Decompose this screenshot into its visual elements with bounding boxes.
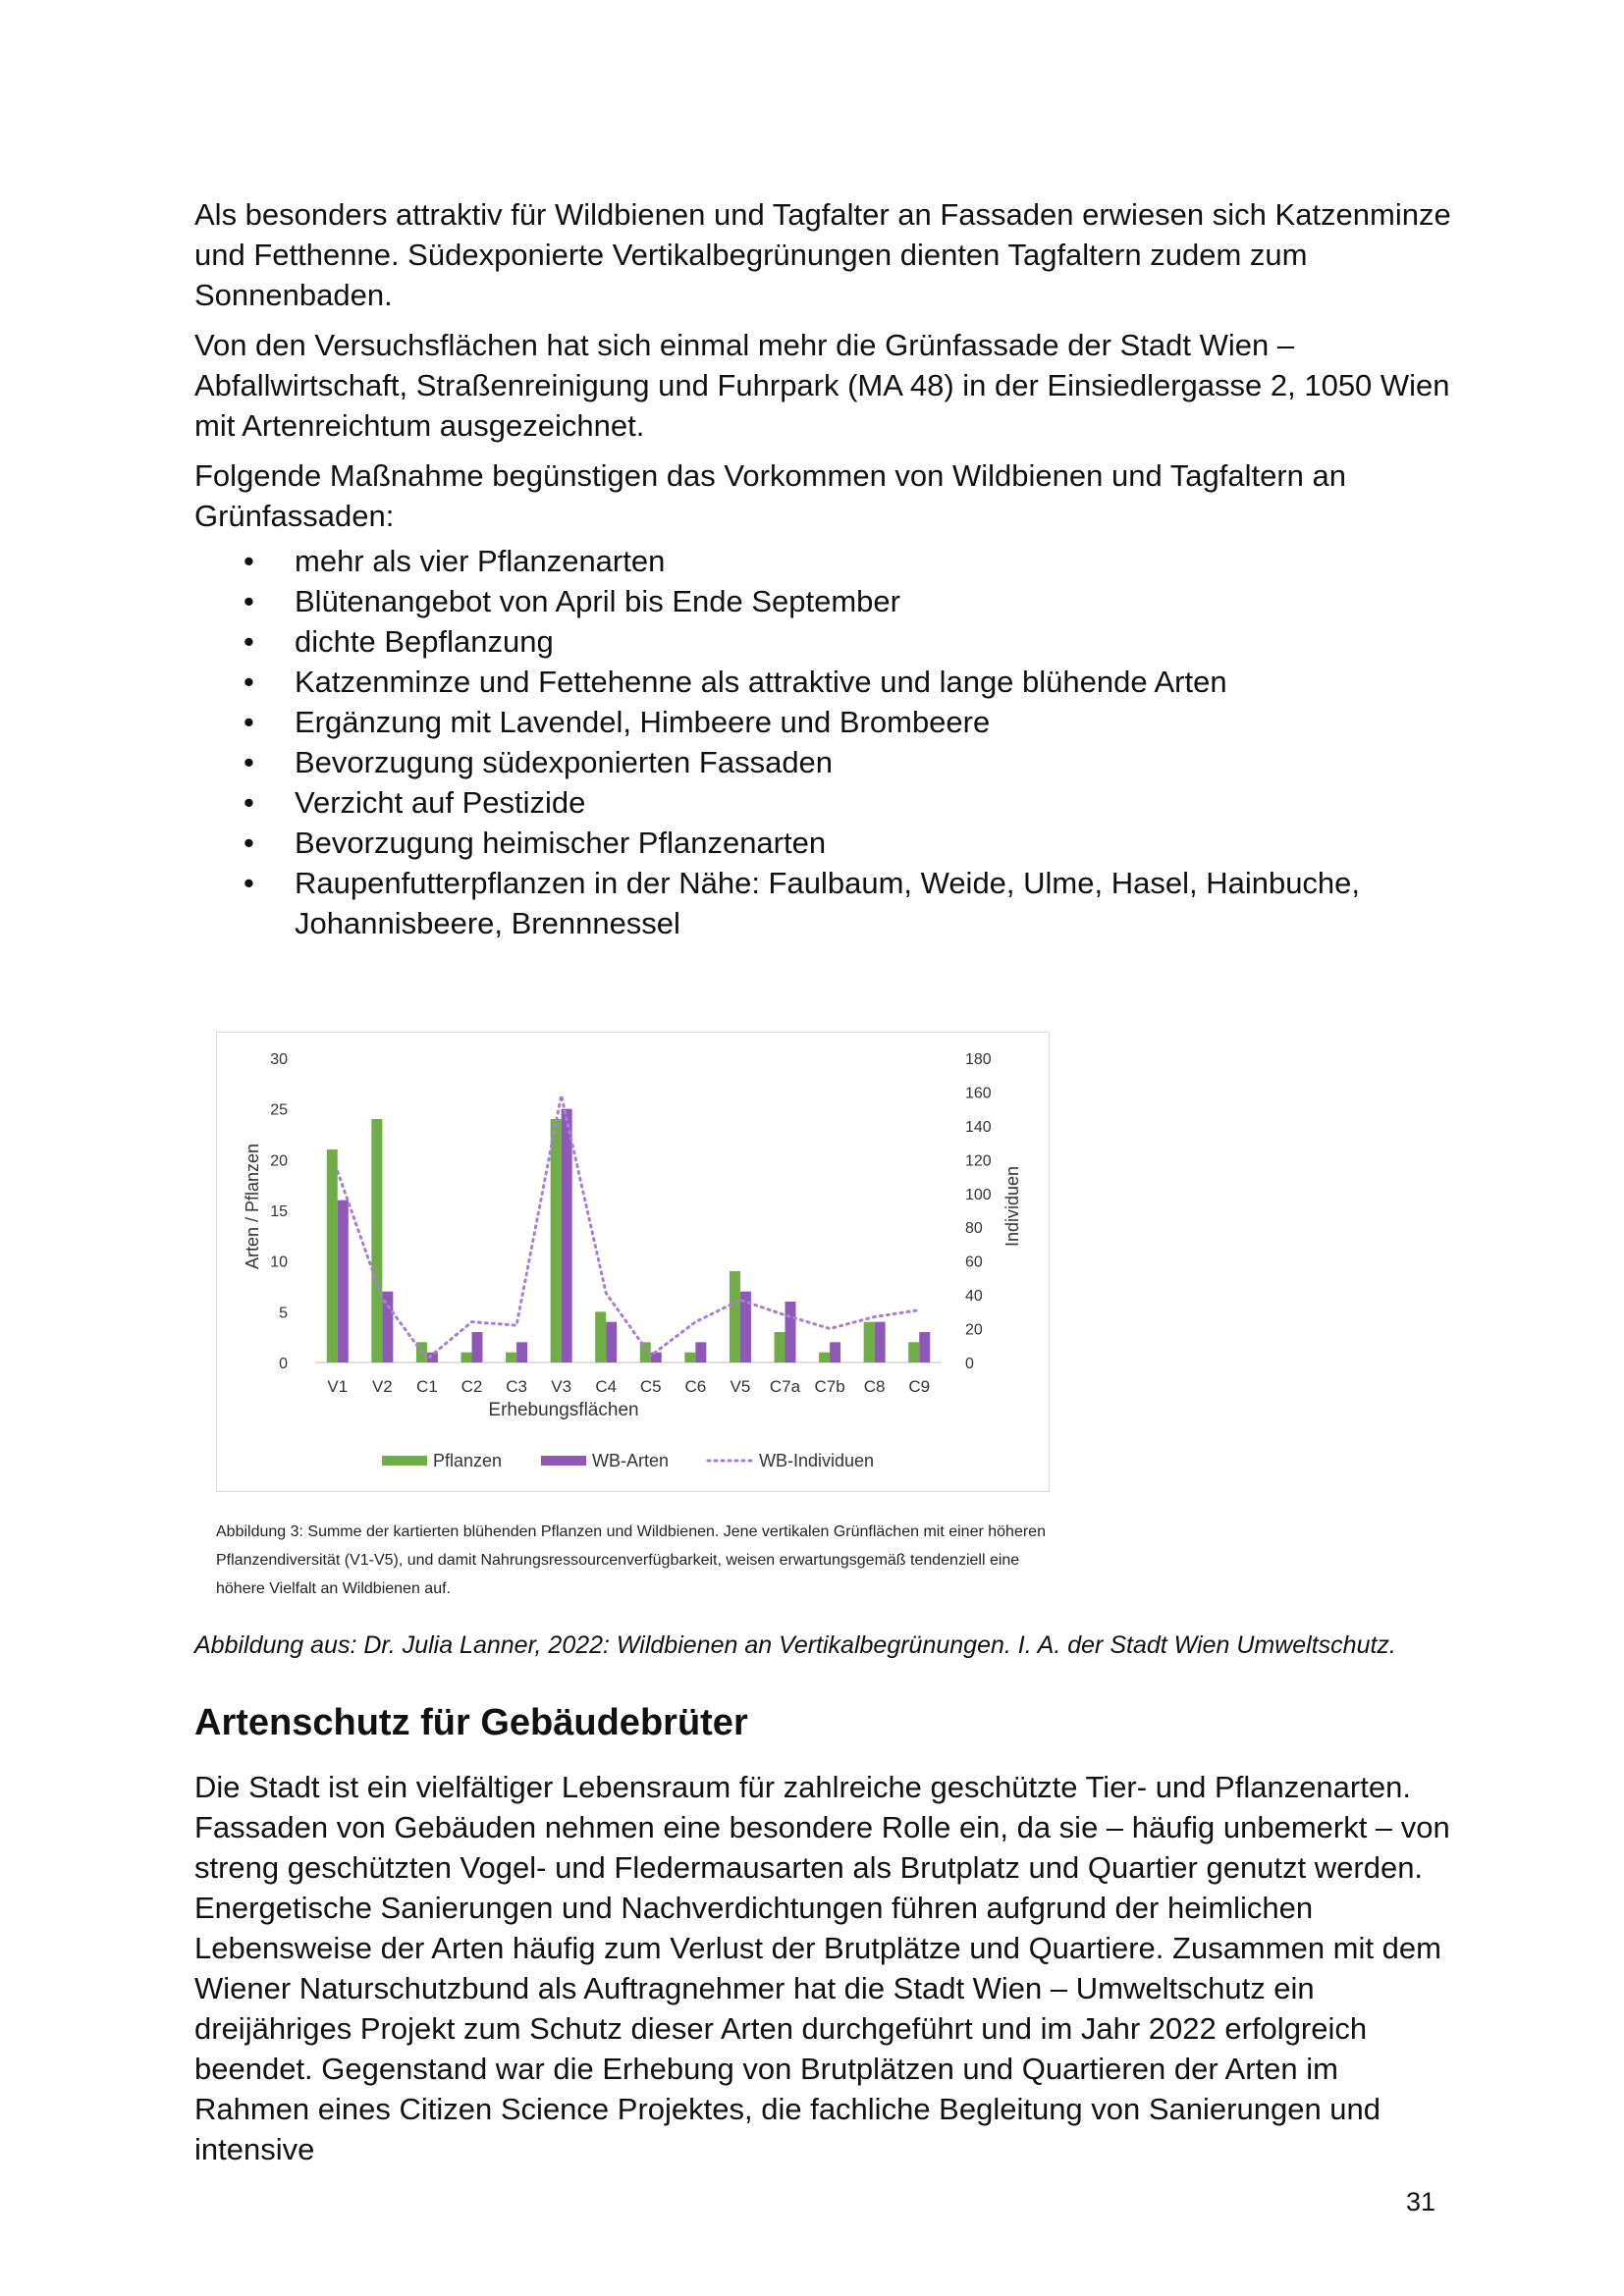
- section-heading: Artenschutz für Gebäudebrüter: [194, 1702, 748, 1743]
- main-content: [194, 194, 1451, 943]
- list-item: • Ergänzung mit Lavendel, Himbeere und Brombeere: [194, 702, 1451, 742]
- bar-wb-arten: [606, 1322, 617, 1362]
- y2-tick-label: 140: [965, 1118, 992, 1136]
- y2-tick-label: 120: [965, 1152, 992, 1170]
- bullet-icon: •: [244, 624, 254, 659]
- series-line-wb-individuen: [338, 1095, 919, 1360]
- x-tick-label: C8: [863, 1377, 886, 1396]
- bar-wb-arten: [919, 1332, 930, 1362]
- x-tick-label: C6: [684, 1377, 707, 1396]
- list-item: • dichte Bepflanzung: [194, 621, 1451, 662]
- figure-caption: Abbildung 3: Summe der kartierten blühenden Pflanzen und Wildbienen. Jene vertikalen Grünflächen mit einer höheren Pflanzendiversität (V1-V5), und damit Nahrungsressourcenverfügbarkeit, weisen erwartungsgemäß tendenziell eine höhere Vielfalt an Wildbienen auf.: [216, 1523, 1046, 1597]
- x-axis-label: Erhebungsflächen: [488, 1400, 639, 1420]
- y-tick-label: 25: [270, 1101, 288, 1119]
- bar-pflanzen: [595, 1311, 606, 1362]
- list-item: • Raupenfutterpflanzen in der Nähe: Faulbaum, Weide, Ulme, Hasel, Hainbuche, Johannisbeere, Brennnessel: [194, 863, 1451, 943]
- x-tick-label: C7b: [814, 1377, 845, 1396]
- bar-pflanzen: [327, 1149, 338, 1362]
- bar-chart: [217, 1033, 1049, 1491]
- bar-wb-arten: [875, 1322, 886, 1362]
- y-tick-label: 5: [279, 1305, 288, 1322]
- y2-tick-label: 60: [965, 1254, 983, 1271]
- list-item: • Verzicht auf Pestizide: [194, 782, 1451, 823]
- x-tick-label: C2: [460, 1377, 483, 1396]
- section-body: Die Stadt ist ein vielfältiger Lebensraum für zahlreiche geschützte Tier- und Pflanzenarten. Fassaden von Gebäuden nehmen eine besondere Rolle ein, da sie – häufig unbemerkt – von streng geschützten Vogel- und Fledermausarten als Brutplatz und Quartier genutzt werden. Energetische Sanierungen und Nachverdichtungen führen aufgrund der heimlichen Lebensweise der Arten häufig zum Verlust der Brutplätze und Quartiere. Zusammen mit dem Wiener Naturschutzbund als Auftragnehmer hat die Stadt Wien – Umweltschutz ein dreijähriges Projekt zum Schutz dieser Arten durchgeführt und im Jahr 2022 erfolgreich beendet. Gegenstand war die Erhebung von Brutplätzen und Quartieren der Arten im Rahmen eines Citizen Science Projektes, die fachliche Begleitung von Sanierungen und intensive: [194, 1770, 1450, 2166]
- y2-axis-label: Individuen: [1002, 1165, 1022, 1248]
- y2-tick-label: 0: [965, 1356, 974, 1372]
- bar-pflanzen: [551, 1119, 562, 1362]
- chart-figure: [216, 1032, 1050, 1492]
- bullet-icon: •: [244, 705, 254, 739]
- bullet-icon: •: [244, 866, 254, 900]
- y-tick-label: 10: [270, 1254, 288, 1271]
- y2-tick-label: 160: [965, 1085, 992, 1102]
- y-tick-label: 0: [279, 1356, 288, 1372]
- bar-wb-arten: [338, 1201, 349, 1362]
- paragraph-attractive-plants: Als besonders attraktiv für Wildbienen und Tagfalter an Fassaden erwiesen sich Katzenminze und Fetthenne. Südexponierte Vertikalbegrünungen dienten Tagfaltern zudem zum Sonnenbaden.: [194, 197, 1451, 312]
- list-item: • Katzenminze und Fettehenne als attraktive und lange blühende Arten: [194, 662, 1451, 702]
- bullet-icon: •: [244, 745, 254, 779]
- list-item: • Blütenangebot von April bis Ende September: [194, 581, 1451, 621]
- x-tick-label: C3: [506, 1377, 527, 1396]
- bar-pflanzen: [730, 1271, 740, 1362]
- legend-swatch: [382, 1456, 427, 1466]
- bar-wb-arten: [516, 1342, 527, 1362]
- y2-tick-label: 20: [965, 1321, 983, 1339]
- bar-wb-arten: [472, 1332, 483, 1362]
- y-tick-label: 20: [270, 1152, 288, 1170]
- legend-swatch: [541, 1456, 586, 1466]
- bar-pflanzen: [506, 1353, 516, 1362]
- x-tick-label: C9: [908, 1377, 931, 1396]
- x-tick-label: V5: [730, 1377, 751, 1396]
- bar-pflanzen: [864, 1322, 875, 1362]
- y-tick-label: 15: [270, 1203, 288, 1220]
- x-tick-label: C1: [416, 1377, 438, 1396]
- x-tick-label: V3: [551, 1377, 572, 1396]
- x-tick-label: C7a: [769, 1377, 801, 1396]
- paragraph-measures-intro: Folgende Maßnahme begünstigen das Vorkommen von Wildbienen und Tagfaltern an Grünfassaden:: [194, 458, 1347, 533]
- y2-tick-label: 100: [965, 1186, 992, 1203]
- x-tick-label: C5: [639, 1377, 662, 1396]
- legend-label: WB-Arten: [592, 1451, 670, 1470]
- y2-tick-label: 40: [965, 1288, 983, 1306]
- bar-wb-arten: [830, 1342, 840, 1362]
- x-tick-label: V1: [327, 1377, 349, 1396]
- bullet-icon: •: [244, 785, 254, 820]
- x-tick-label: V2: [371, 1377, 393, 1396]
- x-tick-label: C4: [595, 1377, 618, 1396]
- bar-wb-arten: [695, 1342, 706, 1362]
- bar-pflanzen: [908, 1342, 919, 1362]
- bar-pflanzen: [461, 1353, 472, 1362]
- bar-pflanzen: [819, 1353, 830, 1362]
- bar-wb-arten: [562, 1109, 572, 1362]
- figure-credit: Abbildung aus: Dr. Julia Lanner, 2022: Wildbienen an Vertikalbegrünungen. I. A. der Stadt Wien Umweltschutz.: [194, 1631, 1396, 1659]
- paragraph-test-sites: Von den Versuchsflächen hat sich einmal mehr die Grünfassade der Stadt Wien – Abfallwirtschaft, Straßenreinigung und Fuhrpark (MA 48) in der Einsiedlergasse 2, 1050 Wien mit Artenreichtum ausgezeichnet.: [194, 328, 1450, 443]
- bar-pflanzen: [371, 1119, 382, 1362]
- list-item: • mehr als vier Pflanzenarten: [194, 541, 1451, 581]
- legend-label: Pflanzen: [433, 1451, 503, 1470]
- bullet-icon: •: [244, 665, 254, 699]
- bullet-icon: •: [244, 826, 254, 860]
- bar-pflanzen: [775, 1332, 785, 1362]
- y-tick-label: 30: [270, 1051, 288, 1068]
- bullet-icon: •: [244, 584, 254, 618]
- y2-tick-label: 80: [965, 1220, 983, 1238]
- measures-list: [194, 541, 1451, 943]
- bullet-icon: •: [244, 544, 254, 578]
- y-axis-label: Arten / Pflanzen: [243, 1143, 262, 1270]
- bar-wb-arten: [651, 1353, 662, 1362]
- page-number: 31: [1406, 2187, 1436, 2216]
- bar-pflanzen: [684, 1353, 695, 1362]
- bar-wb-arten: [785, 1302, 796, 1362]
- legend-label: WB-Individuen: [759, 1451, 875, 1470]
- list-item: • Bevorzugung südexponierten Fassaden: [194, 742, 1451, 782]
- list-item: • Bevorzugung heimischer Pflanzenarten: [194, 823, 1451, 863]
- y2-tick-label: 180: [965, 1051, 992, 1068]
